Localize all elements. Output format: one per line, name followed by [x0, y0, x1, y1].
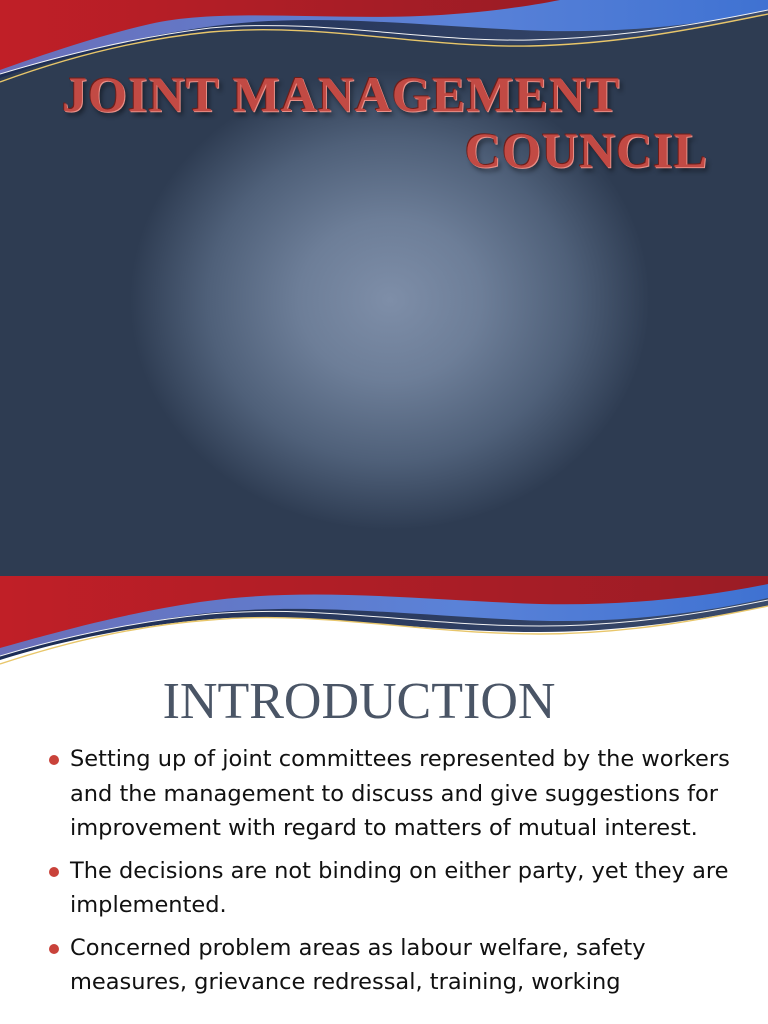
bullet-dot-icon: [49, 755, 59, 765]
introduction-slide: [0, 576, 768, 1024]
bullet-dot-icon: [49, 944, 59, 954]
bullet-item: [46, 931, 746, 1000]
title-line-1: JOINT MANAGEMENT: [62, 66, 621, 122]
bullet-text: Setting up of joint committees represented by the workers and the management to discuss and give suggestions for improvement with regard to matters of mutual interest.: [70, 746, 730, 841]
header-wave-decoration: [0, 576, 768, 668]
bullet-list: [46, 742, 746, 1008]
slide-heading: INTRODUCTION: [162, 673, 556, 730]
bullet-dot-icon: [49, 867, 59, 877]
slide-title: [0, 66, 768, 178]
bullet-text: The decisions are not binding on either party, yet they are implemented.: [70, 857, 729, 918]
bullet-item: [46, 854, 746, 923]
bullet-item: [46, 742, 746, 846]
bullet-text: Concerned problem areas as labour welfare, safety measures, grievance redressal, training, working: [70, 934, 646, 995]
title-line-2: COUNCIL: [464, 122, 708, 178]
